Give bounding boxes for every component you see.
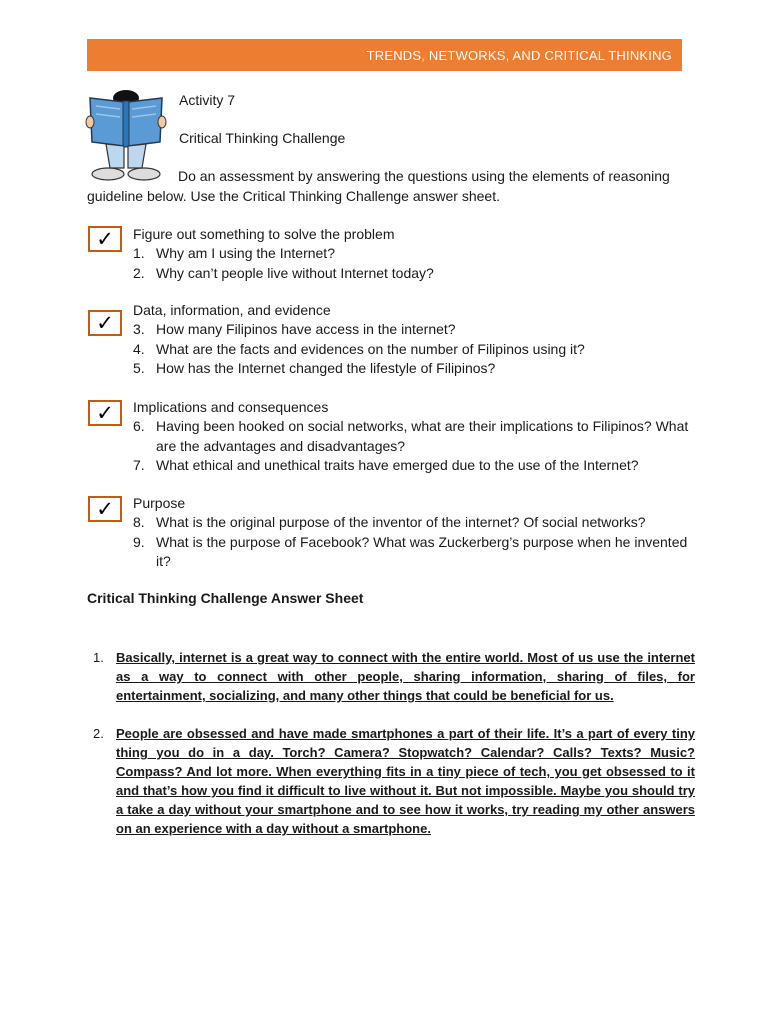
question-item	[133, 340, 693, 359]
question-number: 5.	[133, 359, 145, 376]
question-number: 8.	[133, 514, 145, 531]
question-item	[133, 264, 693, 283]
check-icon: ✓	[88, 496, 122, 522]
question-group	[133, 225, 693, 283]
question-number: 1.	[133, 245, 145, 262]
activity-subtitle: Critical Thinking Challenge	[179, 130, 346, 146]
answer-item	[93, 648, 695, 705]
check-icon: ✓	[88, 226, 122, 252]
question-item	[133, 244, 693, 263]
question-item	[133, 320, 693, 339]
group-heading: Implications and consequences	[133, 399, 329, 415]
activity-title: Activity 7	[179, 92, 236, 108]
question-number: 6.	[133, 418, 145, 435]
question-text: How has the Internet changed the lifestyle of Filipinos?	[156, 359, 496, 376]
header-title: TRENDS, NETWORKS, AND CRITICAL THINKING	[366, 47, 672, 63]
answer-text: Basically, internet is a great way to connect with the entire world. Most of us use the internet as a way to connect with other people, sharing information, sharing of files, for entertainment, socializing, and many other things that could be beneficial for us.	[116, 650, 695, 703]
question-text: What are the facts and evidences on the number of Filipinos using it?	[156, 340, 585, 357]
question-number: 4.	[133, 340, 145, 357]
question-item	[133, 513, 693, 532]
answer-text: People are obsessed and have made smartphones a part of their life. It’s a part of every tiny thing you do in a day. Torch? Camera? Stopwatch? Calendar? Calls? Texts? Music? Compass? And lot more. When everything fits in a tiny piece of tech, you get obsessed to it and that’s how you find it difficult to live without it. But not impossible. Maybe you should try a take a day without your smartphone and to see how it works, try reading my other answers on an experience with a day without a smartphone.	[116, 726, 695, 836]
header-bar	[87, 39, 682, 71]
group-heading: Data, information, and evidence	[133, 302, 331, 318]
question-number: 2.	[133, 264, 145, 281]
question-text: Why can’t people live without Internet today?	[156, 264, 434, 281]
group-heading: Purpose	[133, 495, 186, 511]
group-heading: Figure out something to solve the problem	[133, 226, 395, 242]
answer-sheet-title: Critical Thinking Challenge Answer Sheet	[87, 590, 364, 606]
question-number: 9.	[133, 533, 145, 550]
answer-list	[93, 648, 695, 857]
question-text: Why am I using the Internet?	[156, 245, 335, 262]
answer-item	[93, 724, 695, 838]
question-group	[133, 494, 693, 571]
question-item	[133, 359, 693, 378]
question-item	[133, 456, 693, 475]
question-group	[133, 301, 693, 378]
question-item	[133, 533, 693, 572]
question-number: 3.	[133, 321, 145, 338]
question-text: What ethical and unethical traits have emerged due to the use of the Internet?	[156, 456, 639, 473]
check-icon: ✓	[88, 400, 122, 426]
question-text: Having been hooked on social networks, what are their implications to Filipinos? What are the advantages and disadvantages?	[156, 418, 689, 454]
question-group	[133, 398, 693, 475]
answer-number: 1.	[93, 650, 104, 665]
answer-number: 2.	[93, 726, 104, 741]
check-icon: ✓	[88, 310, 122, 336]
activity-instructions: Do an assessment by answering the questions using the elements of reasoning guideline below. Use the Critical Thinking Challenge answer sheet.	[87, 168, 670, 204]
question-item	[133, 417, 693, 456]
question-number: 7.	[133, 456, 145, 473]
question-text: What is the purpose of Facebook? What was Zuckerberg’s purpose when he invented it?	[156, 533, 688, 569]
question-text: What is the original purpose of the inventor of the internet? Of social networks?	[156, 514, 646, 531]
question-text: How many Filipinos have access in the internet?	[156, 321, 456, 338]
